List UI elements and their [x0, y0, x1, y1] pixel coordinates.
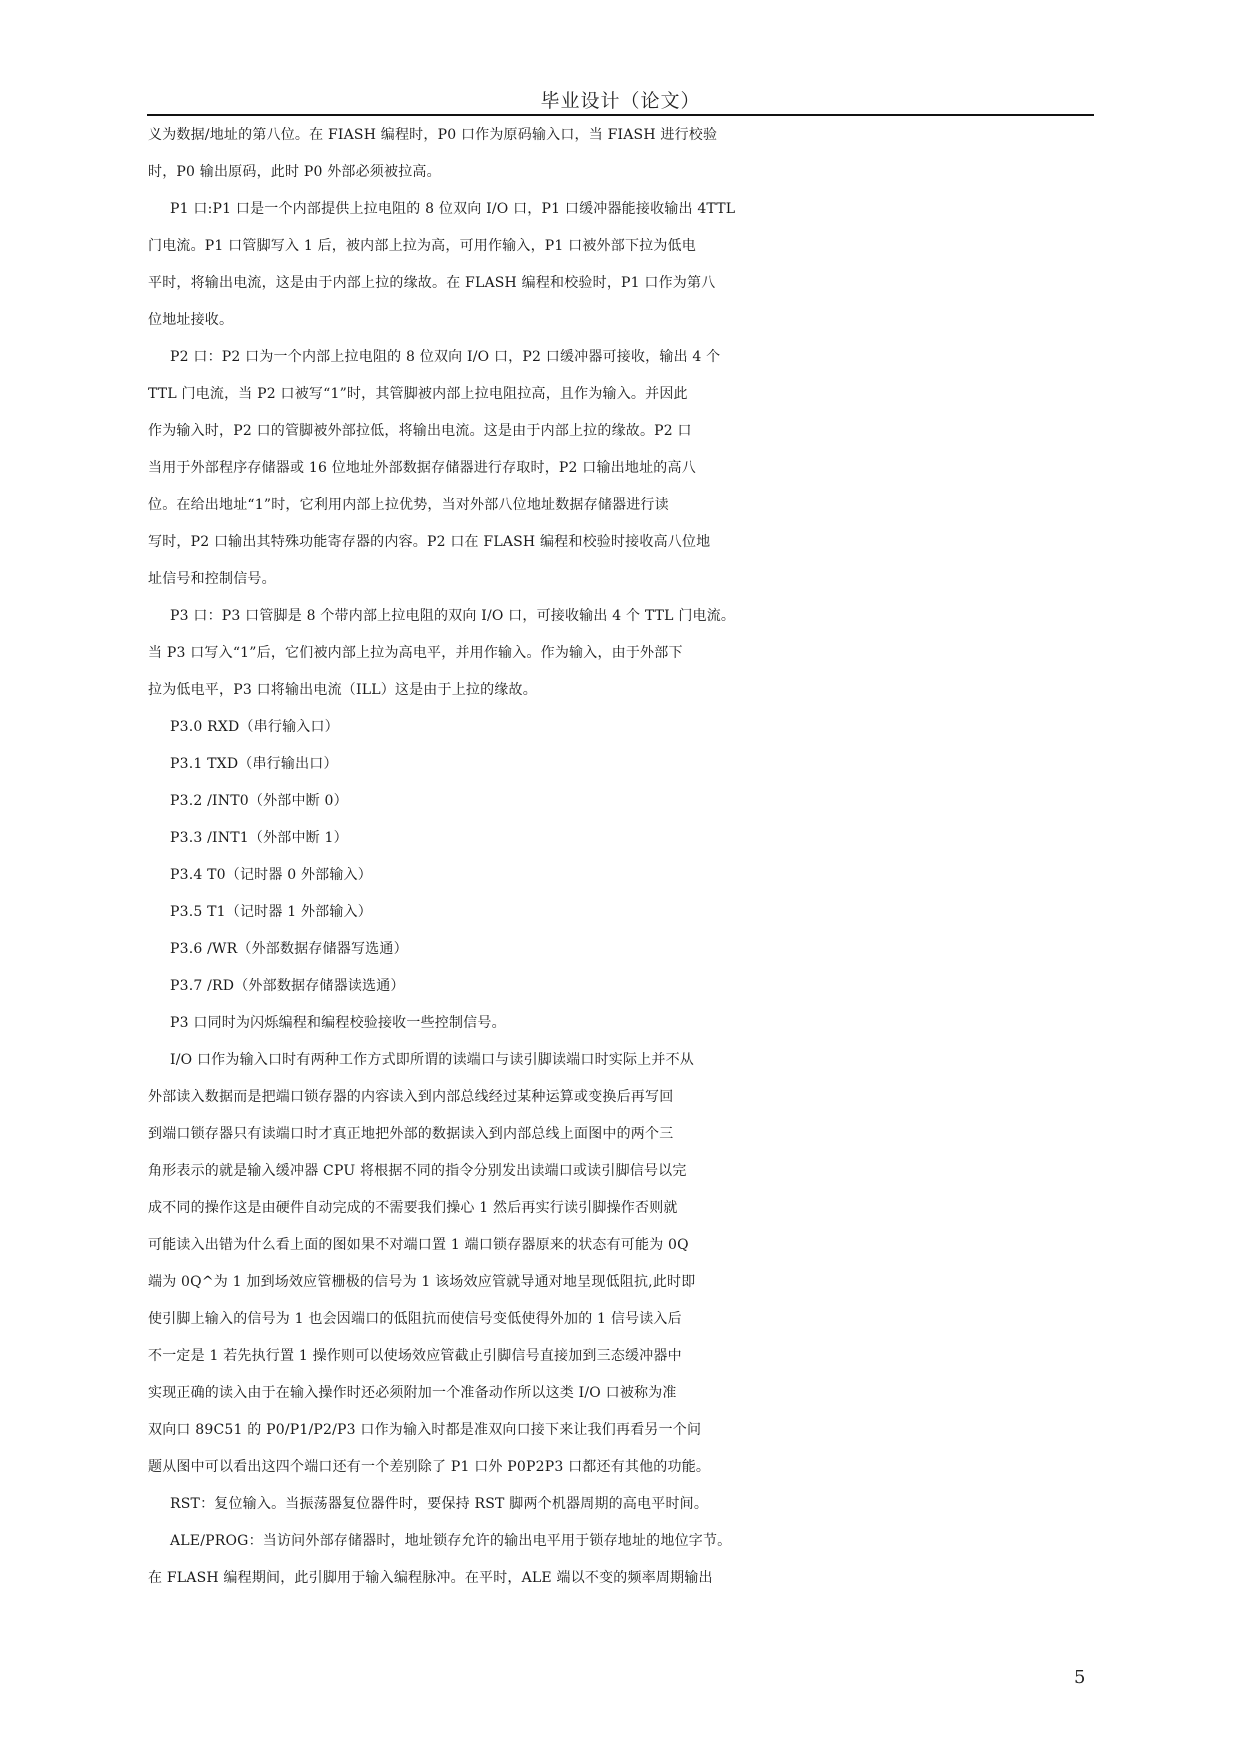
- text-line: 实现正确的读入由于在输入操作时还必须附加一个准备动作所以这类 I/O 口被称为准: [148, 1385, 677, 1401]
- text-line: P3.0 RXD（串行输入口）: [170, 719, 339, 735]
- text-line: P3.6 /WR（外部数据存储器写选通）: [170, 941, 408, 957]
- text-line: P3.4 T0（记时器 0 外部输入）: [170, 867, 372, 883]
- text-line: 址信号和控制信号。: [148, 571, 276, 587]
- text-line: 写时，P2 口输出其特殊功能寄存器的内容。P2 口在 FLASH 编程和校验时接收高八位地: [148, 534, 711, 550]
- text-line: 端为 0Q^为 1 加到场效应管栅极的信号为 1 该场效应管就导通对地呈现低阻抗,此时即: [148, 1274, 696, 1290]
- text-line: RST：复位输入。当振荡器复位器件时，要保持 RST 脚两个机器周期的高电平时间。: [170, 1496, 709, 1512]
- text-line: 到端口锁存器只有读端口时才真正地把外部的数据读入到内部总线上面图中的两个三: [148, 1126, 674, 1142]
- text-line: P3.1 TXD（串行输出口）: [170, 756, 338, 772]
- text-line: P3 口同时为闪烁编程和编程校验接收一些控制信号。: [170, 1015, 506, 1031]
- text-line: 位。在给出地址“1”时，它利用内部上拉优势，当对外部八位地址数据存储器进行读: [148, 497, 669, 513]
- text-line: P2 口：P2 口为一个内部上拉电阻的 8 位双向 I/O 口，P2 口缓冲器可接收，输出 4 个: [170, 349, 721, 365]
- running-header: 毕业设计（论文）: [540, 90, 701, 112]
- body-text: [148, 117, 1098, 1597]
- text-line: P3 口：P3 口管脚是 8 个带内部上拉电阻的双向 I/O 口，可接收输出 4 个 TTL 门电流。: [170, 608, 736, 624]
- text-line: 拉为低电平，P3 口将输出电流（ILL）这是由于上拉的缘故。: [148, 682, 537, 698]
- text-line: 作为输入时，P2 口的管脚被外部拉低，将输出电流。这是由于内部上拉的缘故。P2 口: [148, 423, 692, 439]
- text-line: P3.3 /INT1（外部中断 1）: [170, 830, 348, 846]
- text-line: P3.5 T1（记时器 1 外部输入）: [170, 904, 372, 920]
- header-rule: [147, 114, 1094, 116]
- text-line: 可能读入出错为什么看上面的图如果不对端口置 1 端口锁存器原来的状态有可能为 0Q: [148, 1237, 689, 1253]
- text-line: 在 FLASH 编程期间，此引脚用于输入编程脉冲。在平时，ALE 端以不变的频率周期输出: [148, 1570, 713, 1586]
- text-line: 成不同的操作这是由硬件自动完成的不需要我们操心 1 然后再实行读引脚操作否则就: [148, 1200, 678, 1216]
- text-line: P1 口:P1 口是一个内部提供上拉电阻的 8 位双向 I/O 口，P1 口缓冲器能接收输出 4TTL: [170, 201, 736, 217]
- text-line: 平时，将输出电流，这是由于内部上拉的缘故。在 FLASH 编程和校验时，P1 口作为第八: [148, 275, 716, 291]
- text-line: 当用于外部程序存储器或 16 位地址外部数据存储器进行存取时，P2 口输出地址的高八: [148, 460, 696, 476]
- text-line: 门电流。P1 口管脚写入 1 后，被内部上拉为高，可用作输入，P1 口被外部下拉为低电: [148, 238, 696, 254]
- text-line: ALE/PROG：当访问外部存储器时，地址锁存允许的输出电平用于锁存地址的地位字节。: [170, 1533, 732, 1549]
- text-line: 使引脚上输入的信号为 1 也会因端口的低阻抗而使信号变低使得外加的 1 信号读入后: [148, 1311, 682, 1327]
- text-line: 不一定是 1 若先执行置 1 操作则可以使场效应管截止引脚信号直接加到三态缓冲器中: [148, 1348, 682, 1364]
- text-line: 位地址接收。: [148, 312, 234, 328]
- text-line: 双向口 89C51 的 P0/P1/P2/P3 口作为输入时都是准双向口接下来让我们再看另一个问: [148, 1422, 702, 1438]
- text-line: 义为数据/地址的第八位。在 FIASH 编程时，P0 口作为原码输入口，当 FIASH 进行校验: [148, 127, 718, 143]
- page-number: 5: [1074, 1667, 1086, 1688]
- text-line: 题从图中可以看出这四个端口还有一个差别除了 P1 口外 P0P2P3 口都还有其他的功能。: [148, 1459, 711, 1475]
- text-line: 外部读入数据而是把端口锁存器的内容读入到内部总线经过某种运算或变换后再写回: [148, 1089, 674, 1105]
- text-line: P3.2 /INT0（外部中断 0）: [170, 793, 348, 809]
- text-line: 时，P0 输出原码，此时 P0 外部必须被拉高。: [148, 164, 441, 180]
- text-line: P3.7 /RD（外部数据存储器读选通）: [170, 978, 405, 994]
- text-line: 当 P3 口写入“1”后，它们被内部上拉为高电平，并用作输入。作为输入，由于外部下: [148, 645, 683, 661]
- text-line: 角形表示的就是输入缓冲器 CPU 将根据不同的指令分别发出读端口或读引脚信号以完: [148, 1163, 687, 1179]
- text-line: I/O 口作为输入口时有两种工作方式即所谓的读端口与读引脚读端口时实际上并不从: [170, 1052, 694, 1068]
- text-line: TTL 门电流，当 P2 口被写“1”时，其管脚被内部上拉电阻拉高，且作为输入。并因此: [148, 386, 688, 402]
